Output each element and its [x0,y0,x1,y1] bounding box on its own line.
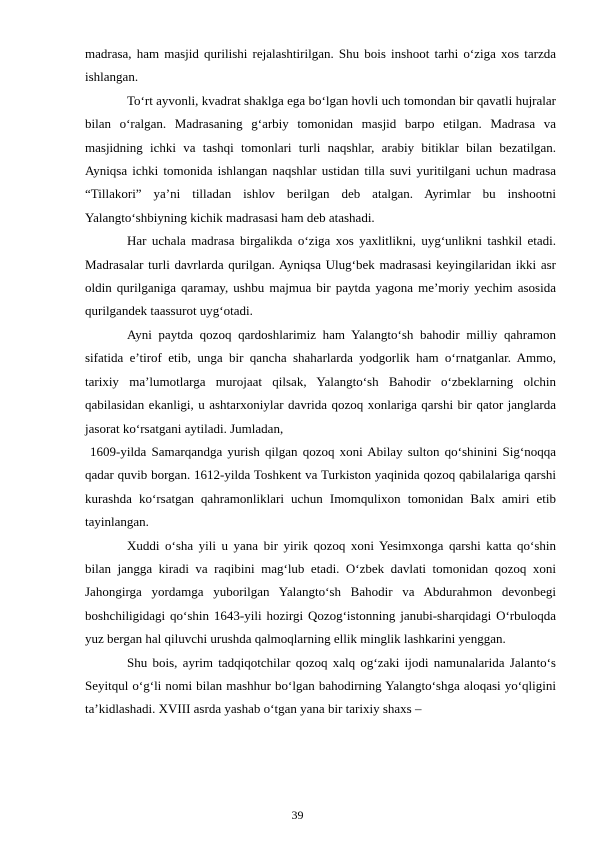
paragraph: 1609-yilda Samarqandga yurish qilgan qozoq xoni Abilay sulton qo‘shinini Sig‘noqqa qadar quvib borgan. 1612-yilda Toshkent va Turkiston yaqinida qozoq qabilalariga qarshi kurashda ko‘rsatgan qahramonliklari uchun Imomqulixon tomonidan Balx amiri etib tayinlangan. [85,443,556,530]
paragraph: Shu bois, ayrim tadqiqotchilar qozoq xalq og‘zaki ijodi namunalarida Jalanto‘s Seyitqul o‘g‘li nomi bilan mashhur bo‘lgan bahodirning Yalangto‘shga aloqasi yo‘qligini ta’kidlashadi. XVIII asrda yashab o‘tgan yana bir tarixiy shaxs – [85,654,556,717]
document-body [85,42,556,721]
paragraph-continuation: madrasa, ham masjid qurilishi rejalashtirilgan. Shu bois inshoot tarhi o‘ziga xos tarzda ishlangan. [85,46,556,85]
paragraph: Har uchala madrasa birgalikda o‘ziga xos yaxlitlikni, uyg‘unlikni tashkil etadi. Madrasalar turli davrlarda qurilgan. Ayniqsa Ulug‘bek madrasasi keyingilaridan ikki asr oldin qurilganiga qaramay, ushbu majmua bir paytda yagona me’moriy yechim asosida qurilgandek taassurot uyg‘otadi. [85,233,556,319]
paragraph: Xuddi o‘sha yili u yana bir yirik qozoq xoni Yesimxonga qarshi katta qo‘shin bilan jangga kiradi va raqibini mag‘lub etadi. O‘zbek davlati tomonidan qozoq xoni Jahongirga yordamga yuborilgan Yalangto‘sh Bahodir va Abdurahmon devonbegi boshchiligidagi qo‘shin 1643-yili hozirgi Qozog‘istonning janubi-sharqidagi O‘rbuloqda yuz bergan hal qiluvchi urushda qalmoqlarning ellik minglik lashkarini yenggan. [85,537,556,647]
page-number: 39 [291,808,304,822]
paragraph: To‘rt ayvonli, kvadrat shaklga ega bo‘lgan hovli uch tomondan bir qavatli hujralar bilan o‘ralgan. Madrasaning g‘arbiy tomonidan masjid barpo etilgan. Madrasa va masjidning ichki va tashqi tomonlari turli naqshlar, arabiy bitiklar bilan bezatilgan. Ayniqsa ichki tomonida ishlangan naqshlar ustidan tilla suvi yuritilgani uchun madrasa “Tillakori” ya’ni tilladan ishlov berilgan deb atalgan. Ayrimlar bu inshootni Yalangto‘shbiyning kichik madrasasi ham deb atashadi. [85,92,556,225]
paragraph: Ayni paytda qozoq qardoshlarimiz ham Yalangto‘sh bahodir milliy qahramon sifatida e’tirof etib, unga bir qancha shaharlarda yodgorlik ham o‘rnatganlar. Ammo, tarixiy ma’lumotlarga murojaat qilsak, Yalangto‘sh Bahodir o‘zbeklarning olchin qabilasidan ekanligi, u ashtarxoniylar davrida qozoq xonlariga qarshi bir qator janglarda jasorat ko‘rsatgani aytiladi. Jumladan, [85,326,556,436]
